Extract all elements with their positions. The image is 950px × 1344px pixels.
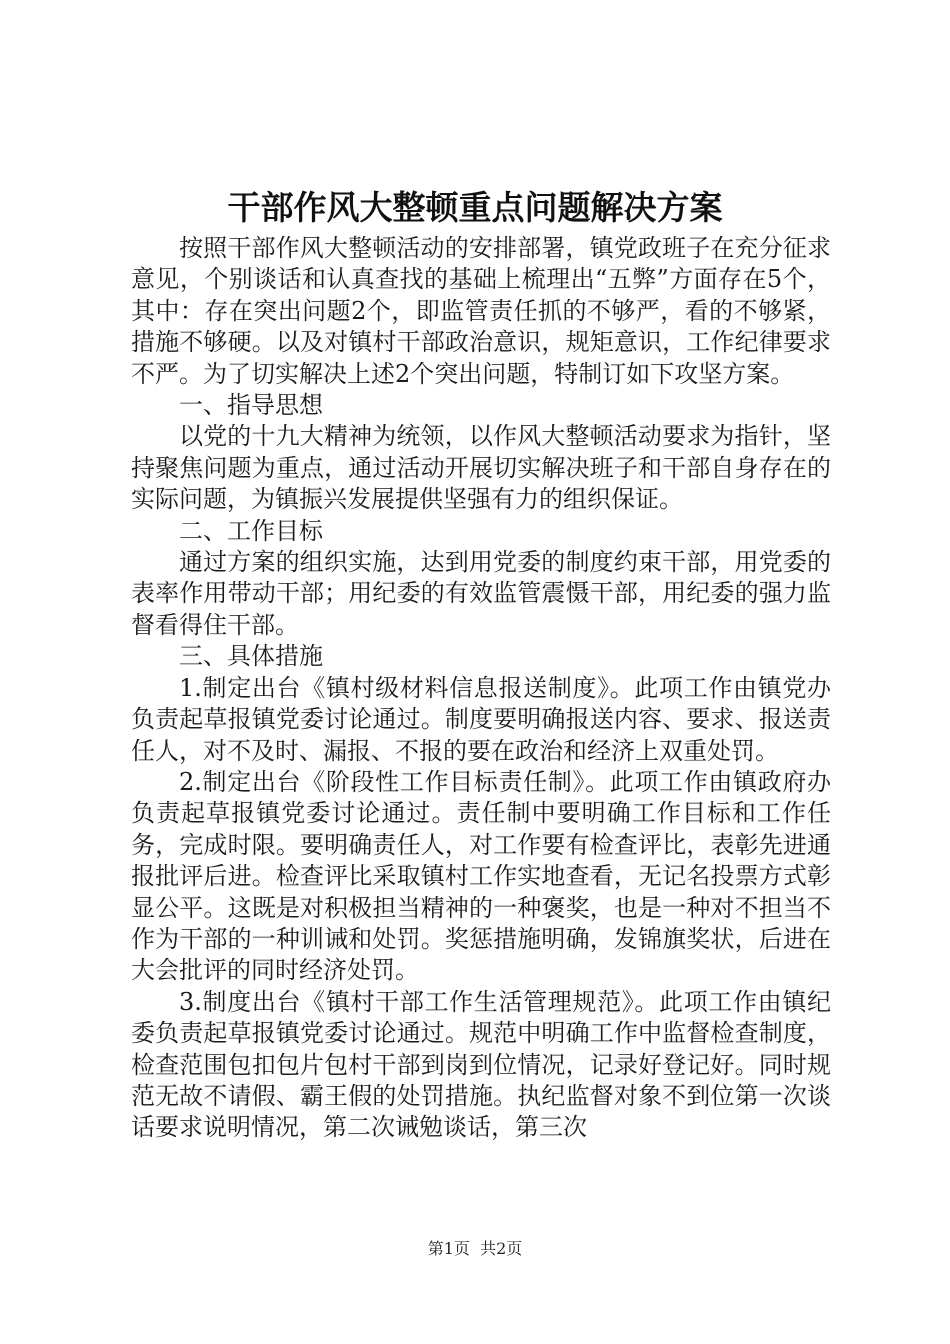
work-goals-paragraph: 通过方案的组织实施，达到用党委的制度约束干部，用党委的表率作用带动干部；用纪委的有效监管震慑干部，用纪委的强力监督看得住干部。 xyxy=(131,548,831,639)
intro-paragraph: 按照干部作风大整顿活动的安排部署，镇党政班子在充分征求意见，个别谈话和认真查找的基础上梳理出“五弊”方面存在5个，其中：存在突出问题2个，即监管责任抓的不够严，看的不够紧，措施不够硬。以及对镇村干部政治意识，规矩意识，工作纪律要求不严。为了切实解决上述2个突出问题，特制订如下攻坚方案。 xyxy=(131,234,831,388)
document-title: 干部作风大整顿重点问题解决方案 xyxy=(227,188,723,227)
page-total: 共2页 xyxy=(480,1239,523,1258)
page-number: 第1页 xyxy=(427,1239,470,1258)
page-footer xyxy=(0,1238,950,1260)
section-heading-specific-measures: 三、具体措施 xyxy=(179,642,323,671)
measure-3-paragraph: 3.制度出台《镇村干部工作生活管理规范》。此项工作由镇纪委负责起草报镇党委讨论通过。规范中明确工作中监督检查制度，检查范围包扣包片包村干部到岗到位情况，记录好登记好。同时规范无故不请假、霸王假的处罚措施。执纪监督对象不到位第一次谈话要求说明情况，第二次诫勉谈话，第三次 xyxy=(131,987,831,1142)
section-heading-work-goals: 二、工作目标 xyxy=(179,516,323,545)
measure-1-paragraph: 1.制定出台《镇村级材料信息报送制度》。此项工作由镇党办负责起草报镇党委讨论通过。制度要明确报送内容、要求、报送责任人，对不及时、漏报、不报的要在政治和经济上双重处罚。 xyxy=(131,673,831,765)
document-body xyxy=(131,233,831,1144)
measure-2-paragraph: 2.制定出台《阶段性工作目标责任制》。此项工作由镇政府办负责起草报镇党委讨论通过。责任制中要明确工作目标和工作任务，完成时限。要明确责任人，对工作要有检查评比，表彰先进通报批评后进。检查评比采取镇村工作实地查看，无记名投票方式彰显公平。这既是对积极担当精神的一种褒奖，也是一种对不担当不作为干部的一种训诫和处罚。奖惩措施明确，发锦旗奖状，后进在大会批评的同时经济处罚。 xyxy=(131,767,831,985)
guiding-ideology-paragraph: 以党的十九大精神为统领，以作风大整顿活动要求为指针，坚持聚焦问题为重点，通过活动开展切实解决班子和干部自身存在的实际问题，为镇振兴发展提供坚强有力的组织保证。 xyxy=(131,422,831,514)
section-heading-guiding-ideology: 一、指导思想 xyxy=(179,391,323,420)
